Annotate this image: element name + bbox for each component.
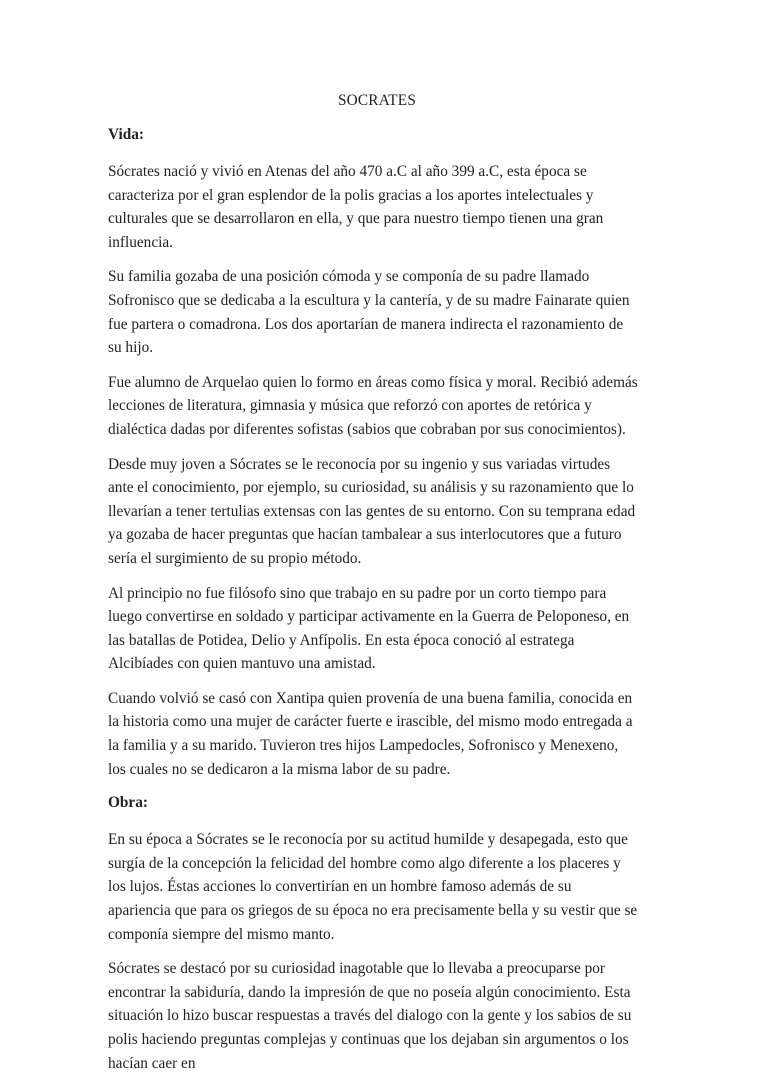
paragraph: Fue alumno de Arquelao quien lo formo en áreas como física y moral. Recibió además lecciones de literatura, gimnasia y música que reforzó con aportes de retórica y dialéctica dadas por diferentes sofistas (sabios que cobraban por sus conocimientos).: [108, 373, 638, 438]
document-title: SOCRATES: [337, 92, 417, 109]
paragraph: Cuando volvió se casó con Xantipa quien provenía de una buena familia, conocida en la historia como una mujer de carácter fuerte e irascible, del mismo modo entregada a la familia y a su marido. Tuvieron tres hijos Lampedocles, Sofronisco y Menexeno, los cuales no se dedicaron a la misma labor de su padre.: [108, 689, 633, 778]
section-heading-obra: Obra:: [108, 794, 148, 812]
paragraph: Su familia gozaba de una posición cómoda y se componía de su padre llamado Sofronisco que se dedicaba a la escultura y la cantería, y de su madre Fainarate quien fue partera o comadrona. Los dos aportarían de manera indirecta el razonamiento de su hijo.: [108, 268, 630, 357]
paragraph: Al principio no fue filósofo sino que trabajo en su padre por un corto tiempo para luego convertirse en soldado y participar activamente en la Guerra de Peloponeso, en las batallas de Potidea, Delio y Anfípolis. En esta época conoció al estratega Alcibíades con quien mantuvo una amistad.: [108, 584, 630, 673]
paragraph: Sócrates se destacó por su curiosidad inagotable que lo llevaba a preocuparse por encontrar la sabiduría, dando la impresión de que no poseía algún conocimiento. Esta situación lo hizo buscar respuestas a través del dialogo con la gente y los sabios de su polis haciendo preguntas complejas y continuas que los dejaban sin argumentos o los hacían caer en: [108, 960, 632, 1072]
paragraph: En su época a Sócrates se le reconocía por su actitud humilde y desapegada, esto que surgía de la concepción la felicidad del hombre como algo diferente a los placeres y los lujos. Éstas acciones lo convertirían en un hombre famoso además de su apariencia que para os griegos de su época no era precisamente bella y su vestir que se componía siempre del mismo manto.: [108, 831, 638, 943]
paragraph: Sócrates nació y vivió en Atenas del año 470 a.C al año 399 a.C, esta época se caracteriza por el gran esplendor de la polis gracias a los aportes intelectuales y culturales que se desarrollaron en ella, y que para nuestro tiempo tienen una gran influencia.: [108, 163, 604, 251]
paragraph: Desde muy joven a Sócrates se le reconocía por su ingenio y sus variadas virtudes ante el conocimiento, por ejemplo, su curiosidad, su análisis y su razonamiento que lo llevarían a tener tertulias extensas con las gentes de su entorno. Con su temprana edad ya gozaba de hacer preguntas que hacían tambalear a sus interlocutores que a futuro sería el surgimiento de su propio método.: [108, 455, 636, 567]
section-heading-vida: Vida:: [108, 126, 144, 143]
